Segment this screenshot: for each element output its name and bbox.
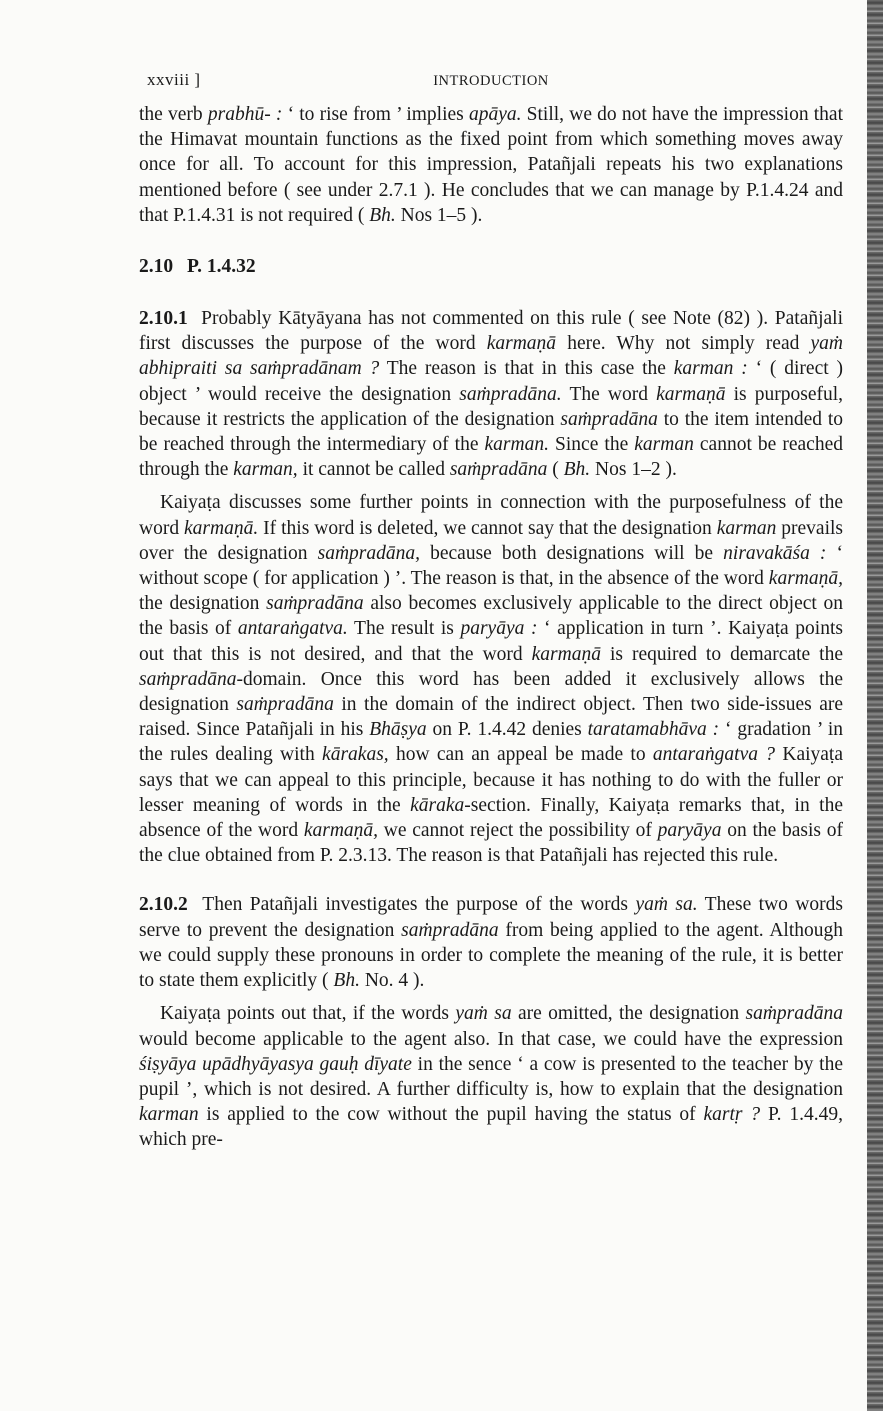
italic-term: saṁpradāna [236, 694, 334, 716]
italic-term: karman. [484, 434, 549, 456]
section-title: P. 1.4.32 [187, 256, 256, 278]
italic-term: saṁpradāna [745, 1003, 843, 1025]
italic-term: saṁpradāna [401, 919, 499, 941]
paragraph-2-10-1: 2.10.1 Probably Kātyāyana has not commented on this rule ( see Note (82) ). Patañjali first discusses the purpose of the word karmaṇā here. Why not simply read yaṁ abhipraiti sa saṁpradānam ? The reason is that in this case the karman : ‘ ( direct ) object ’ would receive the designation saṁpradāna. The word karmaṇā is purposeful, because it restricts the application of the designation saṁpradāna to the item intended to be reached through the intermediary of the karman. Since the karman cannot be reached through the karman, it cannot be called saṁpradāna ( Bh. Nos 1–2 ). [139, 308, 844, 481]
page-edge-scan-artifact [867, 0, 883, 1411]
italic-term: saṁpradāna [560, 408, 658, 430]
italic-term: karmaṇā [656, 383, 726, 405]
italic-term: saṁpradāna [449, 459, 548, 481]
italic-term: saṁpradāna [266, 593, 364, 615]
italic-term: karman [716, 517, 777, 539]
italic-term: kartṛ ? [703, 1104, 761, 1126]
italic-term: apāya. [468, 104, 522, 125]
italic-term: karmaṇā, [303, 820, 379, 842]
paragraph-2-10-2: 2.10.2 Then Patañjali investigates the purpose of the words yaṁ sa. These two words serve to prevent the designation saṁpradāna from being applied to the agent. Although we could supply these pronouns in order to complete the meaning of the rule, it is better to state them explicitly ( Bh. No. 4 ). [139, 894, 844, 992]
paragraph-continuation: the verb prabhū- : ‘ to rise from ’ implies apāya. Still, we do not have the impression that the Himavat mountain functions as the fixed point from which something moves away once for all. To account for this impression, Patañjali repeats his two explanations mentioned before ( see under 2.7.1 ). He concludes that we can manage by P.1.4.24 and that P.1.4.31 is not required ( Bh. Nos 1–5 ). [139, 104, 844, 226]
italic-term: antaraṅgatva. [237, 618, 348, 640]
paragraph-kaiyata-1: Kaiyaṭa discusses some further points in connection with the purposefulness of the word karmaṇā. If this word is deleted, we cannot say that the designation karman prevails over the designation saṁpradāna, because both designations will be niravakāśa : ‘ without scope ( for application ) ’. The reason is that, in the absence of the word karmaṇā, the designation saṁpradāna also becomes exclusively applicable to the direct object on the basis of antaraṅgatva. The result is paryāya : ‘ application in turn ’. Kaiyaṭa points out that this is not desired, and that the word karmaṇā is required to demarcate the saṁpradāna-domain. Once this word has been added it exclusively allows the designation saṁpradāna in the domain of the indirect object. Then two side-issues are raised. Since Patañjali in his Bhāṣya on P. 1.4.42 denies taratamabhāva : ‘ gradation ’ in the rules dealing with kārakas, how can an appeal be made to antaraṅgatva ? Kaiyaṭa says that we can appeal to this principle, because it has nothing to do with the fuller or lesser meaning of words in the kāraka-section. Finally, Kaiyaṭa remarks that, in the absence of the word karmaṇā, we cannot reject the possibility of paryāya on the basis of the clue obtained from P. 2.3.13. The reason is that Patañjali has rejected this rule. [139, 492, 844, 867]
italic-term: taratamabhāva : [587, 719, 720, 741]
document-page [139, 66, 843, 1153]
page-number: xxviii ] [147, 70, 201, 89]
italic-term: kārakas, [322, 744, 389, 766]
italic-term: Bh. [369, 204, 396, 226]
italic-term: saṁpradāna. [459, 383, 562, 405]
italic-term: Bh. [563, 459, 591, 481]
italic-term: paryāya : [460, 618, 538, 640]
subsection-number: 2.10.1 [139, 308, 188, 330]
italic-term: karman [139, 1104, 199, 1126]
running-title: INTRODUCTION [433, 73, 549, 89]
italic-term: yaṁ sa [455, 1003, 512, 1025]
italic-term: yaṁ sa. [635, 894, 698, 916]
italic-term: karmaṇā [531, 643, 601, 665]
italic-term: śiṣyāya upādhyāyasya gauḥ dīyate [139, 1053, 412, 1075]
italic-term: karmaṇā, [768, 568, 843, 590]
italic-term: antaraṅgatva ? [652, 744, 776, 766]
italic-term: Bh. [333, 970, 360, 992]
running-header [139, 66, 843, 102]
paragraph-kaiyata-2: Kaiyaṭa points out that, if the words yaṁ sa are omitted, the designation saṁpradāna would become applicable to the agent also. In that case, we could have the expression śiṣyāya upādhyāyasya gauḥ dīyate in the sence ‘ a cow is presented to the teacher by the pupil ’, which is not desired. A further difficulty is, how to explain that the designation karman is applied to the cow without the pupil having the status of kartṛ ? P. 1.4.49, which pre- [139, 1003, 844, 1151]
italic-term: prabhū- : [207, 104, 283, 125]
section-number: 2.10 [139, 256, 174, 278]
subsection-number: 2.10.2 [139, 894, 188, 916]
italic-term: karman [634, 434, 694, 456]
italic-term: saṁpradāna [139, 668, 237, 690]
italic-term: kāraka [410, 794, 465, 816]
italic-term: niravakāśa : [723, 542, 827, 564]
italic-term: karman : [673, 358, 748, 380]
italic-term: saṁpradāna, [317, 542, 421, 564]
italic-term: paryāya [657, 820, 722, 842]
section-heading-2-10 [139, 254, 843, 279]
italic-term: yaṁ abhipraiti sa saṁpradānam ? [139, 333, 843, 380]
italic-term: karman, [233, 459, 298, 481]
italic-term: karmaṇā [486, 333, 557, 355]
italic-term: karmaṇā. [184, 517, 259, 539]
italic-term: Bhāṣya [369, 719, 427, 741]
